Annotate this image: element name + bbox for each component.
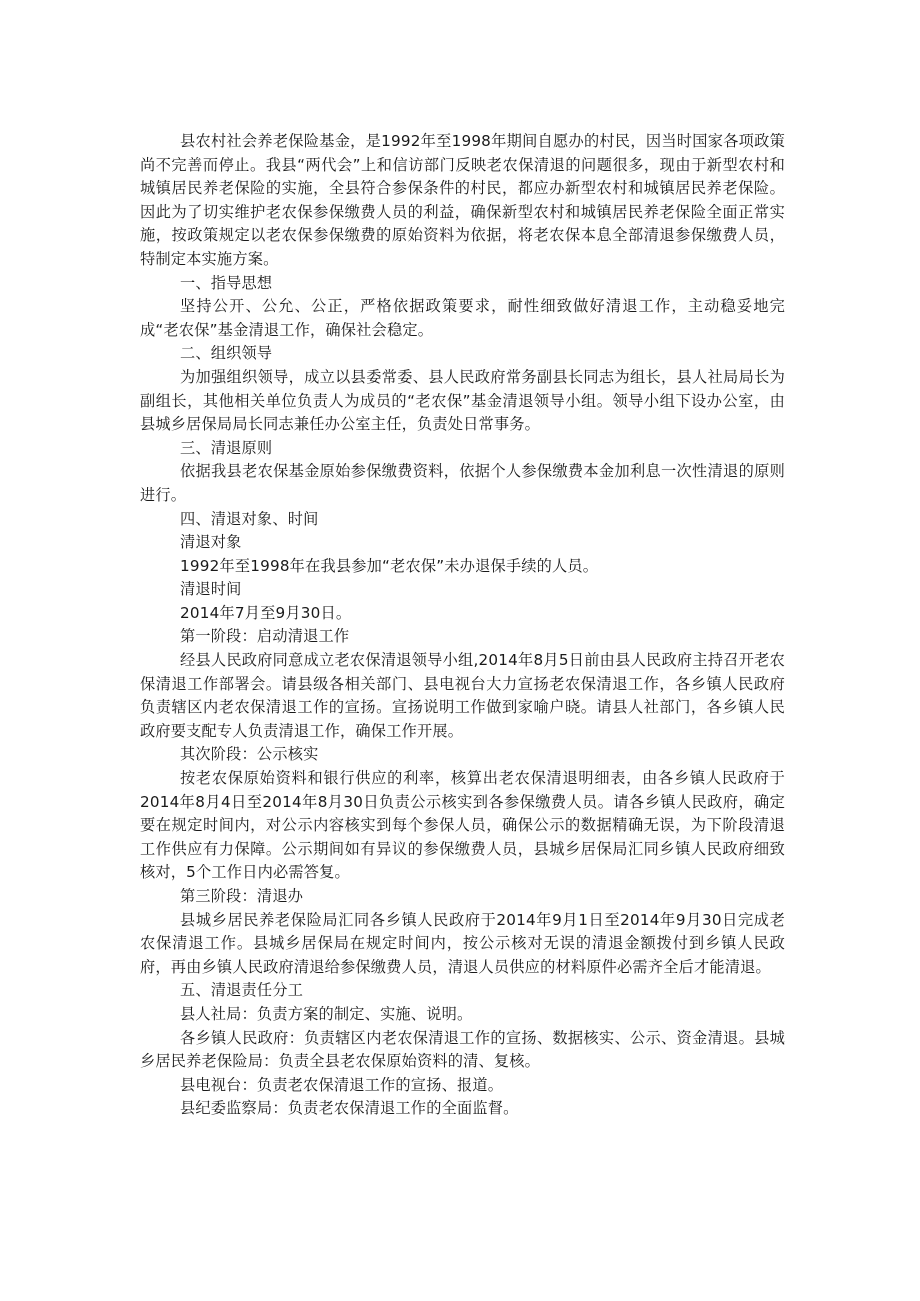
- subheading-time: 清退时间: [180, 580, 242, 599]
- section-heading-targets-time: 四、清退对象、时间: [180, 509, 319, 528]
- organization-paragraph: 为加强组织领导，成立以县委常委、县人民政府常务副县长同志为组长，县人社局局长为副组长，其他相关单位负责人为成员的“老农保”基金清退领导小组。领导小组下设办公室，由县城乡居保局局长同志兼任办公室主任，负责处日常事务。: [140, 367, 785, 434]
- phase-three-paragraph: 县城乡居民养老保险局汇同各乡镇人民政府于2014年9月1日至2014年9月30日完成老农保清退工作。县城乡居保局在规定时间内，按公示核对无误的清退金额拨付到乡镇人民政府，再由乡镇人民政府清退给参保缴费人员，清退人员供应的材料原件必需齐全后才能清退。: [140, 910, 785, 976]
- section-heading-responsibilities: 五、清退责任分工: [180, 981, 304, 1000]
- responsibility-item: 县人社局：负责方案的制定、实施、说明。: [180, 1004, 473, 1023]
- phase-one-heading: 第一阶段：启动清退工作: [180, 627, 350, 646]
- section-heading-guiding-ideology: 一、指导思想: [180, 273, 273, 292]
- principles-paragraph: 依据我县老农保基金原始参保缴费资料，依据个人参保缴费本金加利息一次性清退的原则进行。: [140, 462, 785, 504]
- responsibility-item: 县电视台：负责老农保清退工作的宣扬、报道。: [180, 1075, 504, 1094]
- section-heading-principles: 三、清退原则: [180, 438, 273, 457]
- subheading-targets: 清退对象: [180, 533, 242, 552]
- phase-one-paragraph: 经县人民政府同意成立老农保清退领导小组,2014年8月5日前由县人民政府主持召开老农保清退工作部署会。请县级各相关部门、县电视台大力宣扬老农保清退工作，各乡镇人民政府负责辖区内老农保清退工作的宣扬。宣扬说明工作做到家喻户晓。请县人社部门，各乡镇人民政府要支配专人负责清退工作，确保工作开展。: [140, 651, 785, 740]
- time-paragraph: 2014年7月至9月30日。: [180, 603, 352, 622]
- intro-paragraph: 县农村社会养老保险基金，是1992年至1998年期间自愿办的村民，因当时国家各项政策尚不完善而停止。我县“两代会”上和信访部门反映老农保清退的问题很多，现由于新型农村和城镇居民养老保险的实施，全县符合参保条件的村民，都应办新型农村和城镇居民养老保险。因此为了切实维护老农保参保缴费人员的利益，确保新型农村和城镇居民养老保险全面正常实施，按政策规定以老农保参保缴费的原始资料为依据，将老农保本息全部清退参保缴费人员，特制定本实施方案。: [140, 132, 785, 268]
- targets-paragraph: 1992年至1998年在我县参加“老农保”未办退保手续的人员。: [180, 556, 599, 575]
- document-body: [140, 130, 785, 1121]
- phase-three-heading: 第三阶段：清退办: [180, 887, 304, 905]
- guiding-ideology-paragraph: 坚持公开、公允、公正，严格依据政策要求，耐性细致做好清退工作，主动稳妥地完成“老农保”基金清退工作，确保社会稳定。: [140, 297, 785, 339]
- phase-two-heading: 其次阶段：公示核实: [180, 745, 319, 764]
- section-heading-organization: 二、组织领导: [180, 344, 273, 363]
- responsibility-item: 县纪委监察局：负责老农保清退工作的全面监督。: [180, 1099, 519, 1118]
- phase-two-paragraph: 按老农保原始资料和银行供应的利率，核算出老农保清退明细表，由各乡镇人民政府于2014年8月4日至2014年8月30日负责公示核实到各参保缴费人员。请各乡镇人民政府，确定要在规定时间内，对公示内容核实到每个参保人员，确保公示的数据精确无误，为下阶段清退工作供应有力保障。公示期间如有异议的参保缴费人员，县城乡居保局汇同乡镇人民政府细致核对，5个工作日内必需答复。: [140, 769, 785, 882]
- responsibility-item: 各乡镇人民政府：负责辖区内老农保清退工作的宣扬、数据核实、公示、资金清退。县城乡居民养老保险局：负责全县老农保原始资料的清、复核。: [140, 1028, 785, 1071]
